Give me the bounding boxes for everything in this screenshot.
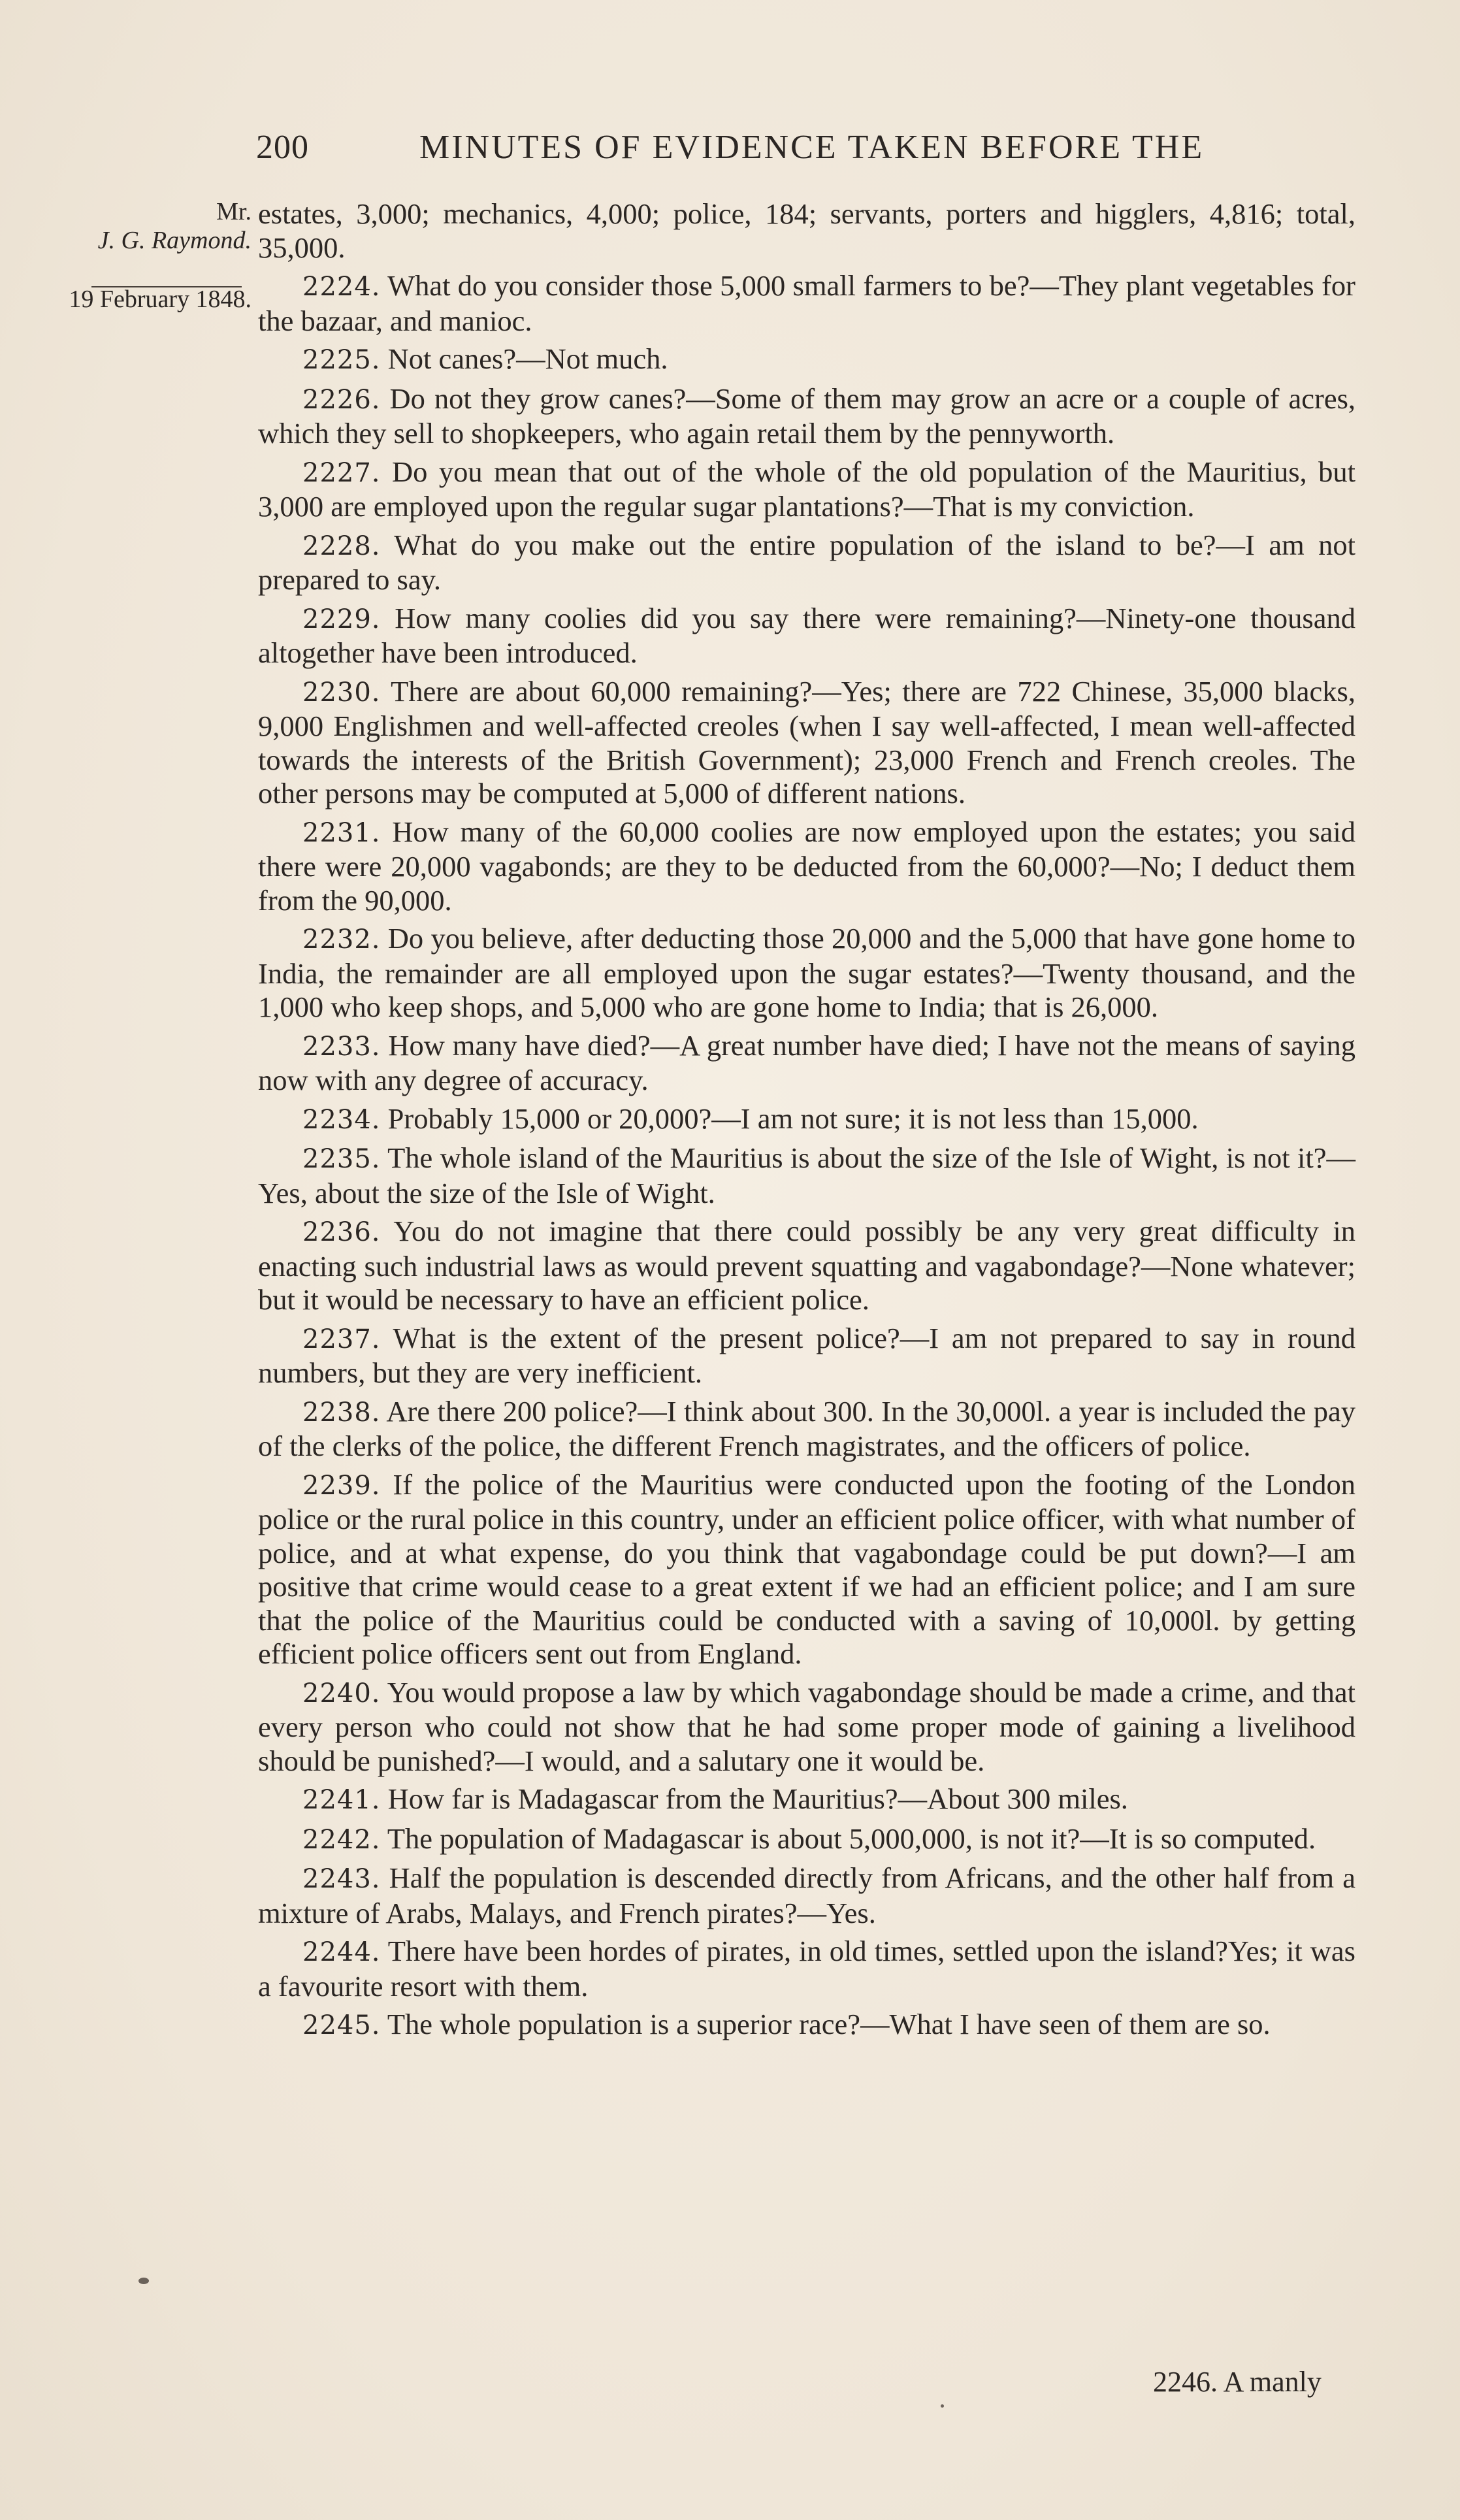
testimony-paragraph	[258, 1029, 1355, 1098]
catchword: 2246. A manly	[1153, 2366, 1322, 2398]
question-text: How many of the 60,000 coolies are now employed upon the estates; you said there were 20,000 vagabonds; are they to be deducted from the 60,000?—No; I deduct them from the 90,000.	[258, 815, 1355, 917]
testimony-paragraph	[258, 1861, 1355, 1930]
question-text: Do you mean that out of the whole of the old population of the Mauritius, but 3,000 are employed upon the regular sugar plantations?—That is my conviction.	[258, 455, 1356, 523]
testimony-paragraph	[258, 1395, 1355, 1464]
question-text: Are there 200 police?—I think about 300. In the 30,000l. a year is included the pay of the clerks of the police, the different French magistrates, and the officers of police.	[258, 1394, 1355, 1462]
testimony-paragraph	[258, 269, 1355, 338]
question-text: You would propose a law by which vagabondage should be made a crime, and that every person who could not show that he had some proper mode of gaining a livelihood should be punished?—I would, and a salutary one it would be.	[258, 1675, 1356, 1777]
question-number: 2245.	[302, 2010, 381, 2040]
testimony-paragraph	[258, 922, 1355, 1024]
question-text: The population of Madagascar is about 5,000,000, is not it?—It is so computed.	[387, 1822, 1316, 1855]
question-number: 2230.	[302, 677, 381, 708]
question-number: 2224.	[302, 272, 381, 302]
question-number: 2236.	[302, 1217, 381, 1247]
question-number: 2237.	[302, 1324, 381, 1354]
question-number: 2228.	[302, 531, 381, 561]
testimony-paragraph	[258, 1782, 1355, 1818]
question-text: How far is Madagascar from the Mauritius?—About 300 miles.	[387, 1782, 1128, 1815]
question-number: 2235.	[302, 1144, 381, 1174]
testimony-paragraph	[258, 382, 1355, 451]
testimony-paragraph	[258, 342, 1355, 378]
page-header	[256, 128, 1380, 167]
question-text: Half the population is descended directly from Africans, and the other half from a mixture of Arabs, Malays, and French pirates?—Yes.	[258, 1861, 1355, 1929]
testimony-paragraph	[258, 815, 1355, 918]
testimony-paragraph	[258, 1215, 1355, 1317]
testimony-paragraph	[258, 455, 1355, 524]
page-number: 200	[256, 129, 309, 166]
testimony-paragraph	[258, 1141, 1355, 1210]
margin-date: 19 February 1848.	[69, 286, 251, 313]
question-text: There are about 60,000 remaining?—Yes; there are 722 Chinese, 35,000 blacks, 9,000 Englishmen and well-affected creoles (when I say well-affected, I mean well-affected towards the interests of the British Government); 23,000 French and French creoles. The other persons may be computed at 5,000 of different nations.	[258, 674, 1355, 810]
testimony-body	[258, 197, 1355, 2048]
testimony-paragraph	[258, 197, 1355, 265]
running-title: MINUTES OF EVIDENCE TAKEN BEFORE THE	[419, 129, 1205, 166]
question-number: 2242.	[302, 1824, 381, 1855]
question-number: 2244.	[302, 1937, 381, 1967]
testimony-paragraph	[258, 1102, 1355, 1137]
question-text: You do not imagine that there could possibly be any very great difficulty in enacting such industrial laws as would prevent squatting and vagabondage?—None whatever; but it would be necessary to have an efficient police.	[258, 1215, 1355, 1316]
question-text: The whole population is a superior race?—What I have seen of them are so.	[387, 2008, 1271, 2040]
question-number: 2239.	[302, 1470, 381, 1501]
ink-speck	[138, 2278, 149, 2284]
testimony-paragraph	[258, 675, 1355, 811]
question-text: What do you make out the entire population of the island to be?—I am not prepared to say.	[258, 528, 1355, 596]
testimony-paragraph	[258, 602, 1355, 670]
question-text: What do you consider those 5,000 small farmers to be?—They plant vegetables for the bazaar, and manioc.	[258, 269, 1355, 337]
question-number: 2232.	[302, 925, 381, 955]
question-number: 2238.	[302, 1397, 381, 1428]
question-text: Not canes?—Not much.	[387, 342, 668, 375]
question-number: 2231.	[302, 817, 381, 848]
question-text: Do not they grow canes?—Some of them may grow an acre or a couple of acres, which they sell to shopkeepers, who again retail them by the pennyworth.	[258, 382, 1356, 450]
testimony-paragraph	[258, 2008, 1355, 2043]
ink-speck	[941, 2404, 944, 2408]
question-number: 2225.	[302, 345, 381, 375]
question-text: How many have died?—A great number have died; I have not the means of saying now with any degree of accuracy.	[258, 1028, 1356, 1096]
question-number: 2243.	[302, 1864, 381, 1894]
question-text: If the police of the Mauritius were conducted upon the footing of the London police or the rural police in this country, under an efficient police officer, with what number of police, and at what expense, do you think that vagabondage could be put down?—I am positive that crime would cease to a great extent if we had an efficient police; and I am sure that the police of the Mauritius could be conducted with a saving of 10,000l. by getting efficient police officers sent out from England.	[258, 1467, 1355, 1670]
question-number: 2226.	[302, 384, 381, 415]
question-number: 2227.	[302, 457, 381, 488]
question-text: The whole island of the Mauritius is about the size of the Isle of Wight, is not it?—Yes, about the size of the Isle of Wight.	[258, 1141, 1355, 1209]
question-text: Do you believe, after deducting those 20,000 and the 5,000 that have gone home to India, the remainder are all employed upon the sugar estates?—Twenty thousand, and the 1,000 who keep shops, and 5,000 who are gone home to India; that is 26,000.	[258, 922, 1356, 1023]
question-text: What is the extent of the present police?—I am not prepared to say in round numbers, but they are very inefficient.	[258, 1321, 1355, 1389]
question-number: 2229.	[302, 604, 381, 634]
testimony-paragraph	[258, 1676, 1355, 1778]
testimony-paragraph	[258, 529, 1355, 597]
testimony-paragraph	[258, 1468, 1355, 1671]
margin-witness-prefix: Mr.	[216, 198, 251, 225]
question-number: 2234.	[302, 1104, 381, 1135]
testimony-paragraph	[258, 1935, 1355, 2003]
question-number: 2240.	[302, 1678, 381, 1709]
question-text: estates, 3,000; mechanics, 4,000; police, 184; servants, porters and higglers, 4,816; total, 35,000.	[258, 197, 1355, 264]
testimony-paragraph	[258, 1822, 1355, 1857]
question-text: There have been hordes of pirates, in old times, settled upon the island?Yes; it was a favourite resort with them.	[258, 1935, 1355, 2003]
question-number: 2233.	[302, 1031, 381, 1062]
testimony-paragraph	[258, 1322, 1355, 1390]
question-text: Probably 15,000 or 20,000?—I am not sure; it is not less than 15,000.	[387, 1102, 1199, 1135]
question-text: How many coolies did you say there were remaining?—Ninety-one thousand altogether have been introduced.	[258, 601, 1355, 669]
margin-witness-name: J. G. Raymond.	[97, 227, 251, 254]
question-number: 2241.	[302, 1785, 381, 1815]
